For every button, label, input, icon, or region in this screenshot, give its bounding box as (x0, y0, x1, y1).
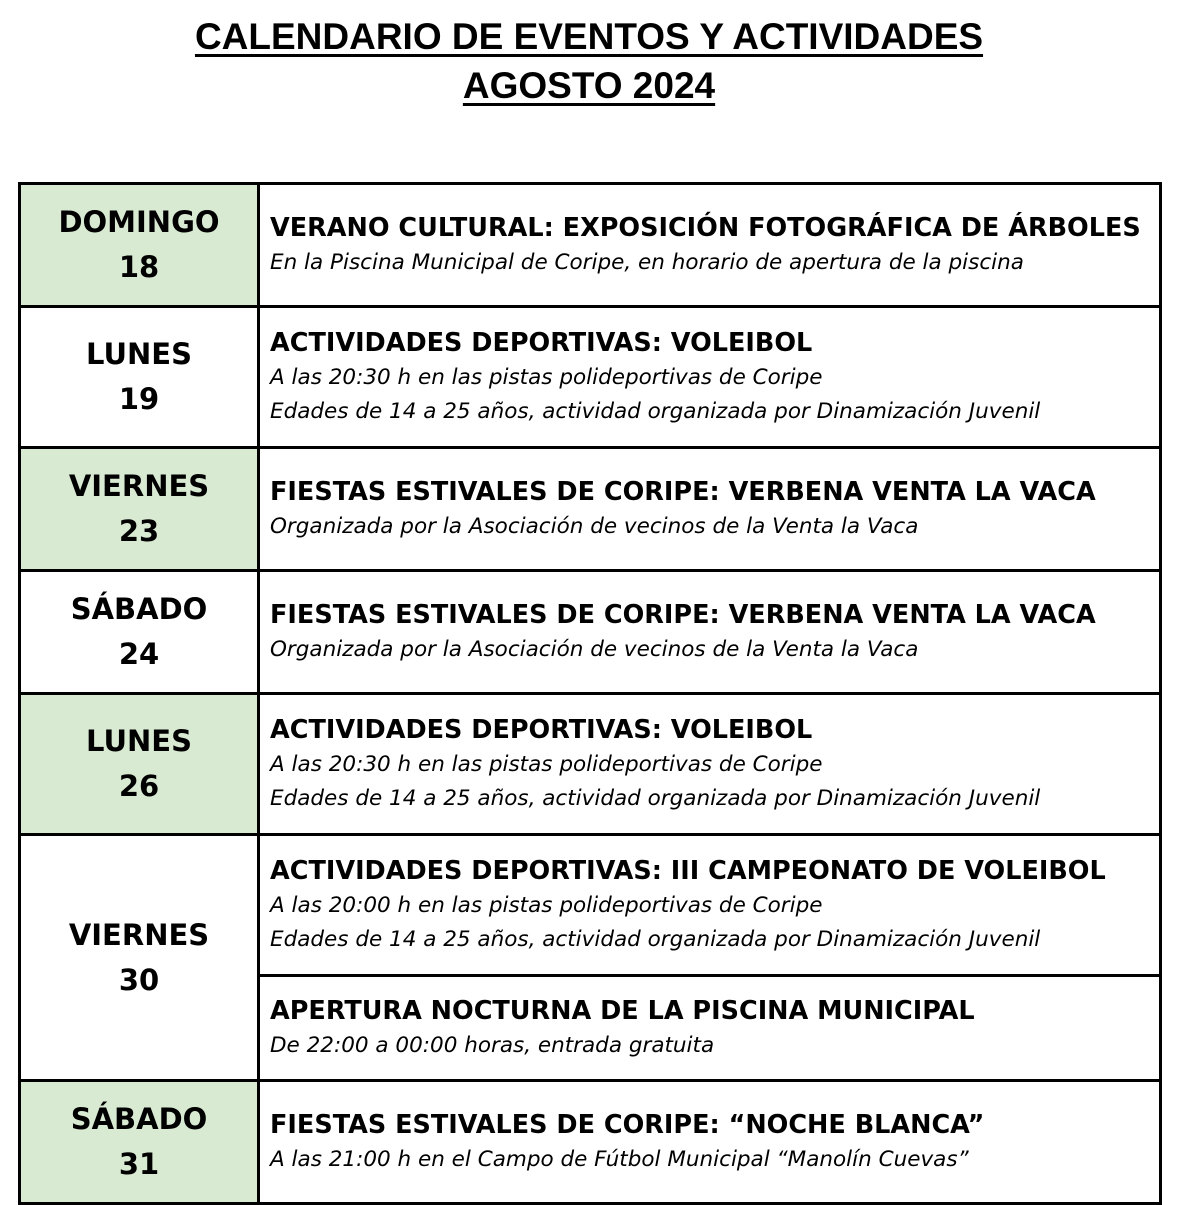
event-cell (259, 835, 1161, 976)
table-row (20, 307, 1161, 448)
event-detail: Edades de 14 a 25 años, actividad organizada por Dinamización Juvenil (270, 927, 1041, 952)
events-calendar-table (18, 182, 1162, 1205)
day-name: LUNES (86, 337, 192, 371)
event-title: FIESTAS ESTIVALES DE CORIPE: VERBENA VENTA LA VACA (270, 477, 1096, 507)
event-cell (259, 1081, 1161, 1204)
day-cell (20, 184, 259, 307)
day-number: 23 (118, 514, 160, 548)
event-detail: En la Piscina Municipal de Coripe, en horario de apertura de la piscina (270, 250, 1024, 275)
event-cell (259, 448, 1161, 571)
day-name: SÁBADO (70, 1102, 208, 1136)
event-detail: Organizada por la Asociación de vecinos de la Venta la Vaca (270, 514, 919, 539)
day-number: 31 (118, 1147, 160, 1181)
day-cell (20, 448, 259, 571)
page-title (0, 12, 1178, 110)
day-cell (20, 694, 259, 835)
event-cell (259, 184, 1161, 307)
event-title: APERTURA NOCTURNA DE LA PISCINA MUNICIPAL (270, 996, 975, 1026)
event-title: FIESTAS ESTIVALES DE CORIPE: “NOCHE BLANCA” (270, 1110, 985, 1140)
event-cell (259, 571, 1161, 694)
event-title: ACTIVIDADES DEPORTIVAS: VOLEIBOL (270, 715, 813, 745)
event-detail: Organizada por la Asociación de vecinos de la Venta la Vaca (270, 637, 919, 662)
event-title: ACTIVIDADES DEPORTIVAS: VOLEIBOL (270, 328, 813, 358)
event-detail: Edades de 14 a 25 años, actividad organizada por Dinamización Juvenil (270, 399, 1041, 424)
table-row (20, 694, 1161, 835)
table-row (20, 571, 1161, 694)
event-title: FIESTAS ESTIVALES DE CORIPE: VERBENA VENTA LA VACA (270, 600, 1096, 630)
day-number: 19 (118, 382, 160, 416)
day-name: LUNES (86, 724, 192, 758)
day-number: 18 (118, 250, 160, 284)
day-name: VIERNES (68, 469, 210, 503)
day-name: SÁBADO (70, 592, 208, 626)
day-cell (20, 307, 259, 448)
day-cell (20, 1081, 259, 1204)
event-detail: De 22:00 a 00:00 horas, entrada gratuita (270, 1033, 715, 1058)
table-row (20, 448, 1161, 571)
day-number: 24 (118, 637, 160, 671)
event-title: ACTIVIDADES DEPORTIVAS: III CAMPEONATO DE VOLEIBOL (270, 856, 1106, 886)
event-detail: Edades de 14 a 25 años, actividad organizada por Dinamización Juvenil (270, 786, 1041, 811)
day-cell (20, 835, 259, 1081)
event-detail: A las 20:00 h en las pistas polideportivas de Coripe (270, 893, 823, 918)
day-name: DOMINGO (58, 205, 220, 239)
event-detail: A las 20:30 h en las pistas polideportivas de Coripe (270, 365, 823, 390)
event-detail: A las 20:30 h en las pistas polideportivas de Coripe (270, 752, 823, 777)
event-detail: A las 21:00 h en el Campo de Fútbol Municipal “Manolín Cuevas” (270, 1147, 969, 1172)
title-line-2: AGOSTO 2024 (462, 65, 716, 106)
title-line-1: CALENDARIO DE EVENTOS Y ACTIVIDADES (194, 16, 984, 57)
day-number: 30 (118, 962, 160, 997)
event-cell (259, 307, 1161, 448)
day-name: VIERNES (68, 917, 210, 952)
table-row (20, 835, 1161, 976)
day-cell (20, 571, 259, 694)
table-row (20, 1081, 1161, 1204)
event-title: VERANO CULTURAL: EXPOSICIÓN FOTOGRÁFICA DE ÁRBOLES (270, 213, 1141, 243)
event-cell (259, 694, 1161, 835)
table-row (20, 184, 1161, 307)
event-cell (259, 976, 1161, 1081)
day-number: 26 (118, 769, 160, 803)
